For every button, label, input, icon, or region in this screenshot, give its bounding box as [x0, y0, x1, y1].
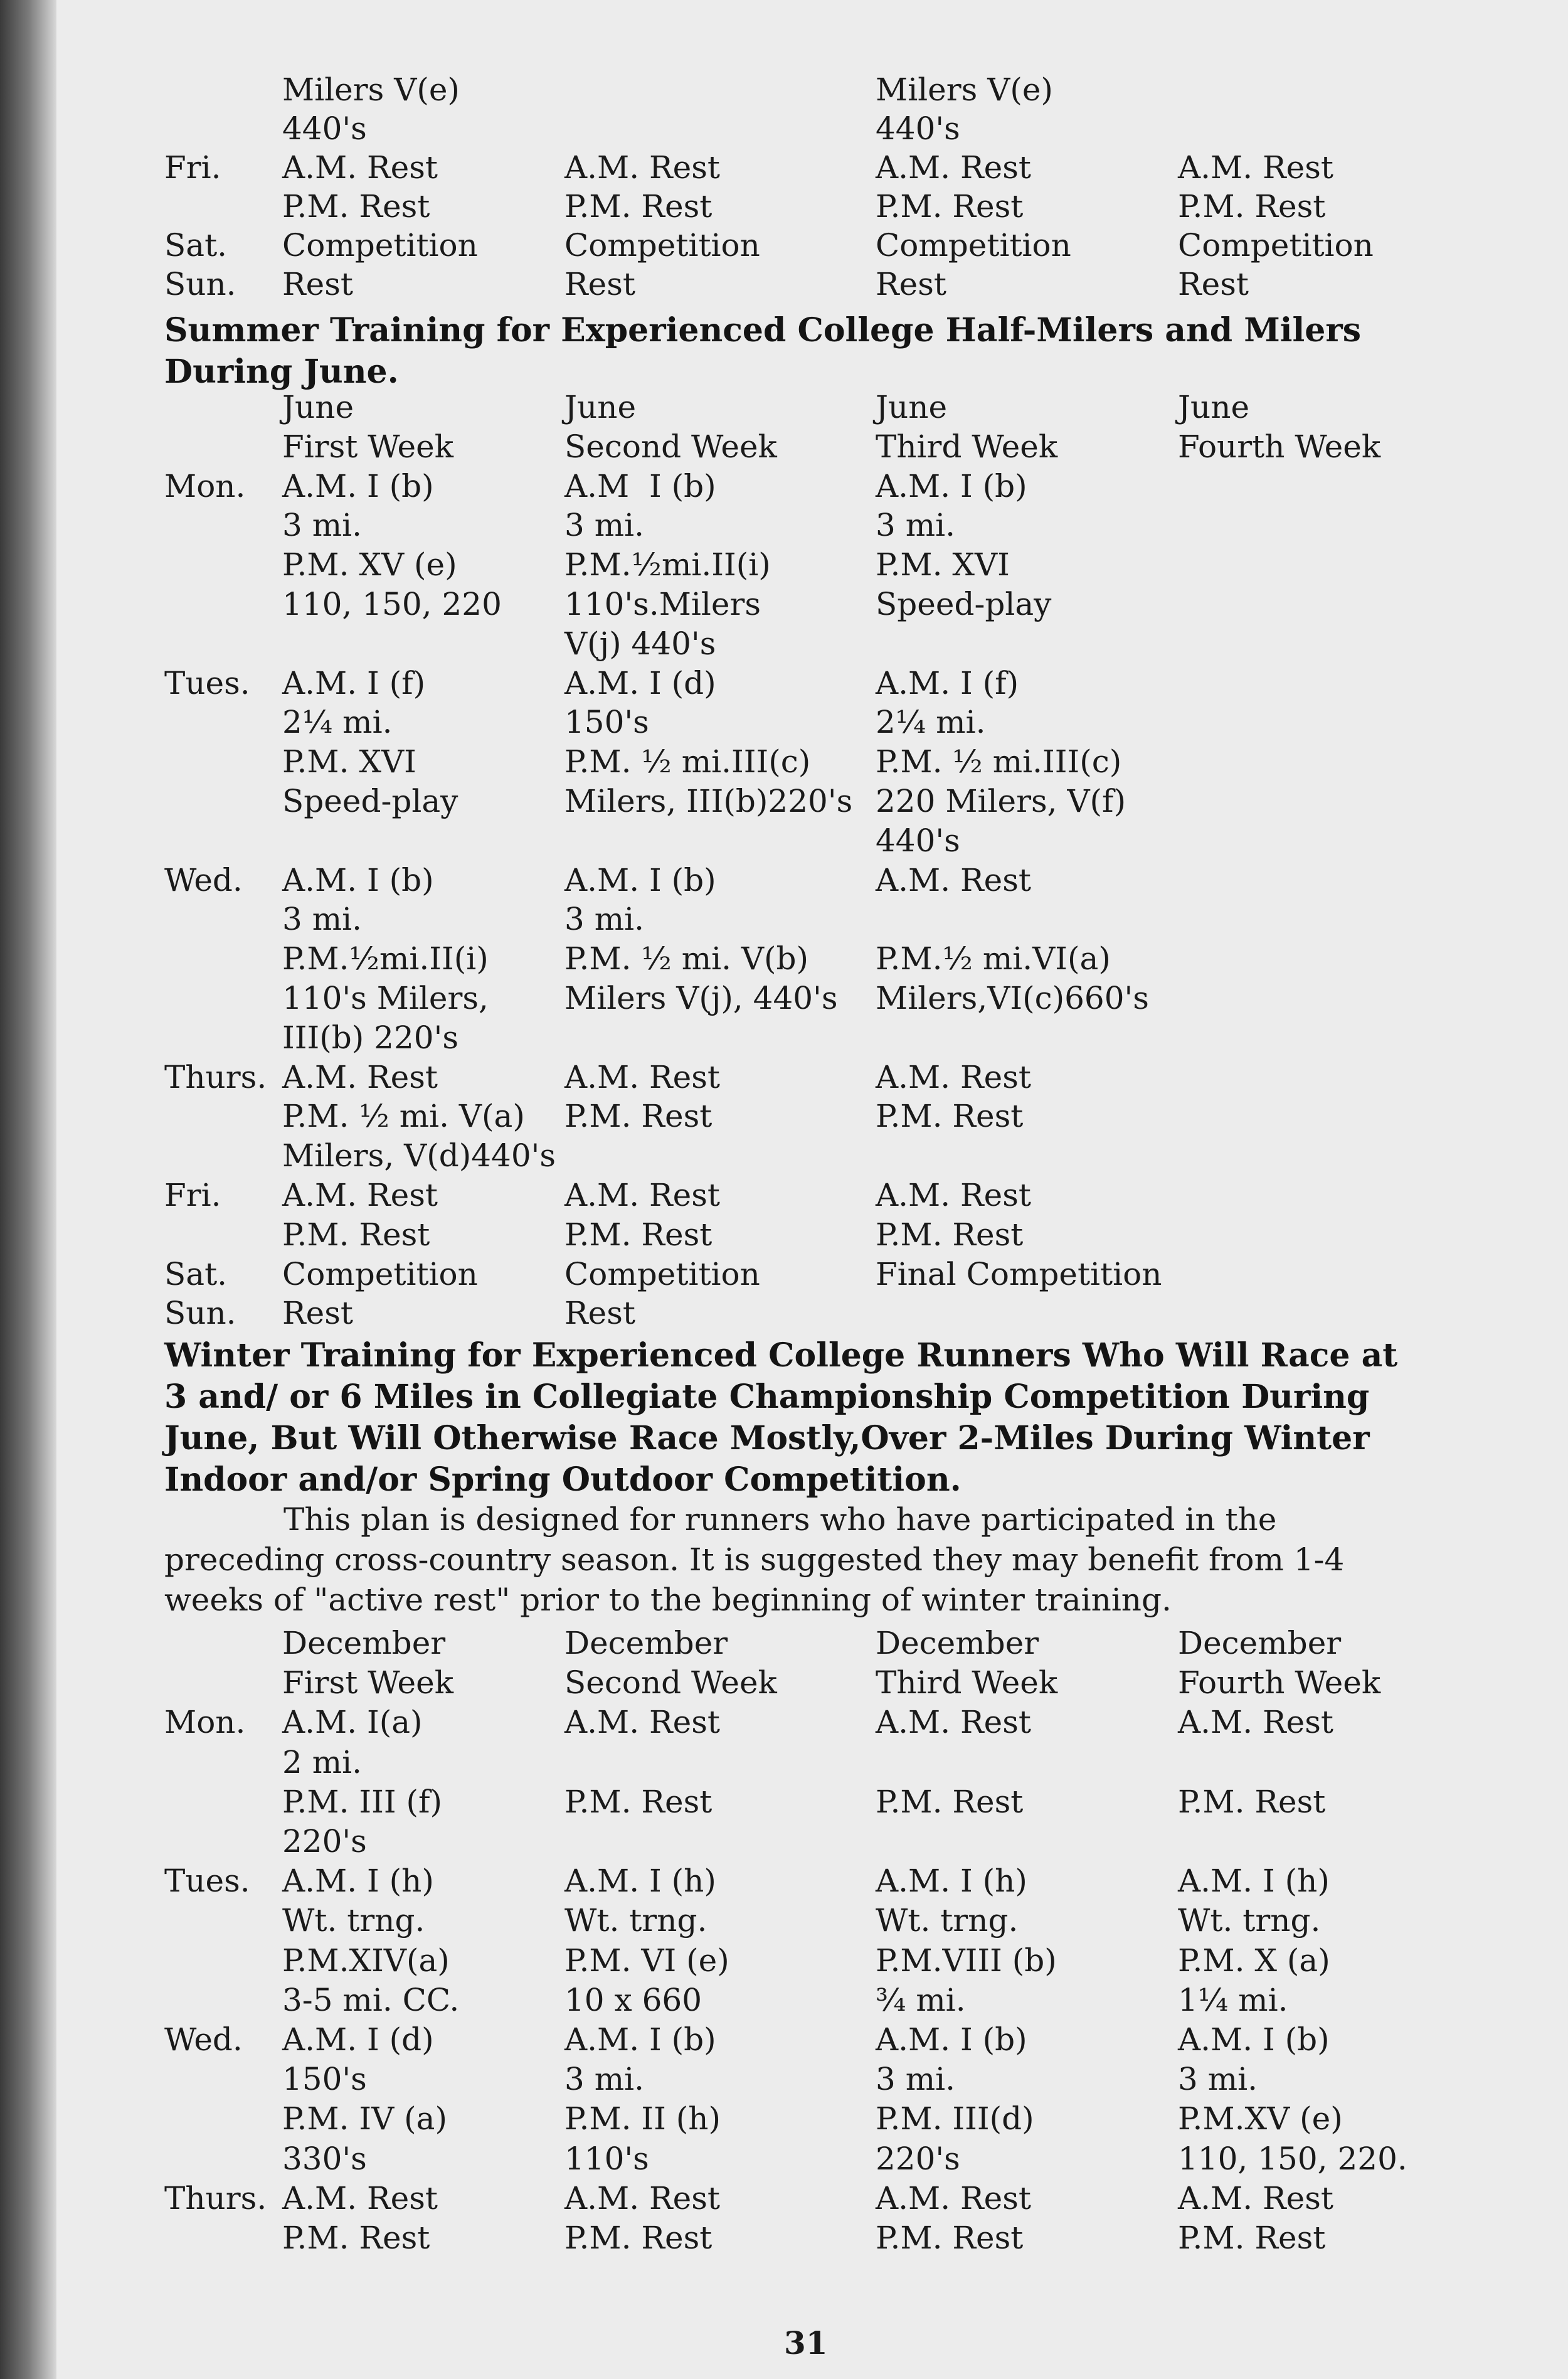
week-1-cell: A.M. I (d)	[282, 2021, 434, 2058]
week-4-cell: 1¼ mi.	[1178, 1981, 1288, 2018]
schedule-row	[0, 979, 1568, 1018]
schedule-row	[0, 703, 1568, 742]
week-3-cell: Final Competition	[876, 1255, 1162, 1292]
week-2-cell: Wt. trng.	[564, 1902, 707, 1939]
week-3-cell: A.M. Rest	[876, 1704, 1031, 1741]
week-1-cell: December	[282, 1625, 446, 1661]
week-1-cell: 110's Milers,	[282, 980, 489, 1016]
schedule-row	[0, 1294, 1568, 1333]
week-3-cell: A.M. I (h)	[876, 1863, 1027, 1900]
week-4-cell: December	[1178, 1625, 1342, 1661]
week-2-cell: P.M. VI (e)	[564, 1942, 729, 1979]
schedule-row	[0, 900, 1568, 939]
week-1-cell: Speed-play	[282, 783, 458, 819]
week-1-cell: 440's	[282, 110, 367, 147]
week-3-cell: A.M. Rest	[876, 149, 1031, 186]
schedule-row	[0, 1058, 1568, 1097]
week-1-cell: P.M. III (f)	[282, 1783, 443, 1820]
winter-intro-paragraph: This plan is designed for runners who have participated in the preceding cross-country season. It is suggested they may benefit from 1-4 weeks of "active rest" prior to the beginning of winter training.	[164, 1501, 1345, 1618]
schedule-row	[0, 1861, 1568, 1900]
winter-section-heading: Winter Training for Experienced College Runners Who Will Race at 3 and/ or 6 Miles in Collegiate Championship Competition During June, But Will Otherwise Race Mostly,Over 2-Miles During Winter Indoor and/or Spring Outdoor Competition.	[164, 1336, 1398, 1499]
week-3-cell: A.M. Rest	[876, 861, 1031, 898]
week-1-cell: A.M. Rest	[282, 149, 438, 186]
schedule-row	[0, 861, 1568, 900]
week-3-cell: A.M. I (f)	[876, 664, 1019, 701]
schedule-row	[0, 1097, 1568, 1136]
week-3-cell: 2¼ mi.	[876, 704, 986, 741]
schedule-row	[0, 265, 1568, 304]
week-1-cell: A.M. I (h)	[282, 1863, 434, 1900]
week-4-cell: Competition	[1178, 227, 1374, 263]
week-1-cell: 150's	[282, 2061, 367, 2098]
week-1-cell: P.M. XV (e)	[282, 546, 457, 583]
week-1-cell: June	[282, 389, 354, 425]
week-1-cell: 330's	[282, 2140, 367, 2177]
week-1-cell: First Week	[282, 1664, 454, 1701]
page-number: 31	[784, 2324, 828, 2361]
week-2-cell: A.M. I (h)	[564, 1863, 716, 1900]
week-3-cell: P.M. Rest	[876, 2220, 1024, 2256]
week-2-cell: 3 mi.	[564, 2061, 645, 2098]
week-2-cell: December	[564, 1625, 728, 1661]
week-1-cell: Milers, V(d)440's	[282, 1137, 556, 1174]
schedule-row	[0, 70, 1568, 109]
schedule-row	[0, 1782, 1568, 1821]
schedule-row	[0, 1255, 1568, 1294]
week-1-cell: III(b) 220's	[282, 1019, 459, 1056]
week-3-cell: P.M.VIII (b)	[876, 1942, 1057, 1979]
week-1-cell: A.M. Rest	[282, 1177, 438, 1213]
schedule-row	[0, 2099, 1568, 2138]
week-3-cell: A.M. Rest	[876, 1177, 1031, 1213]
schedule-row	[0, 1743, 1568, 1782]
schedule-row	[0, 1018, 1568, 1057]
week-1-cell: Rest	[282, 266, 353, 302]
week-1-cell: A.M. I(a)	[282, 1704, 423, 1741]
week-3-cell: P.M. Rest	[876, 1783, 1024, 1820]
week-3-cell: 3 mi.	[876, 507, 956, 544]
week-2-cell: Rest	[564, 266, 635, 302]
schedule-row	[0, 427, 1568, 466]
week-4-cell: A.M. Rest	[1178, 1704, 1333, 1741]
schedule-row	[0, 187, 1568, 226]
week-1-cell: P.M.XIV(a)	[282, 1942, 450, 1979]
week-1-cell: 220's	[282, 1823, 367, 1860]
week-3-cell: Milers V(e)	[876, 72, 1053, 108]
week-1-cell: 3-5 mi. CC.	[282, 1981, 460, 2018]
week-3-cell: P.M. III(d)	[876, 2100, 1034, 2137]
day-label: Mon.	[164, 467, 246, 504]
schedule-row	[0, 1901, 1568, 1940]
schedule-row	[0, 388, 1568, 427]
week-1-cell: A.M. I (f)	[282, 664, 426, 701]
week-1-cell: 2¼ mi.	[282, 704, 393, 741]
day-label: Mon.	[164, 1704, 246, 1741]
week-1-cell: Wt. trng.	[282, 1902, 425, 1939]
week-2-cell: A.M I (b)	[564, 467, 716, 504]
week-1-cell: Rest	[282, 1295, 353, 1332]
schedule-row	[0, 148, 1568, 187]
week-3-cell: Third Week	[876, 1664, 1058, 1701]
schedule-row	[0, 2060, 1568, 2099]
week-4-cell: P.M. Rest	[1178, 2220, 1326, 2256]
week-3-cell: 3 mi.	[876, 2061, 956, 2098]
day-label: Sun.	[164, 1295, 236, 1332]
schedule-row	[0, 821, 1568, 860]
week-4-cell: 3 mi.	[1178, 2061, 1258, 2098]
week-4-cell: Fourth Week	[1178, 1664, 1381, 1701]
week-3-cell: 220's	[876, 2140, 960, 2177]
week-4-cell: P.M. Rest	[1178, 188, 1326, 225]
week-3-cell: P.M.½ mi.VI(a)	[876, 940, 1111, 977]
schedule-row	[0, 1624, 1568, 1663]
week-3-cell: A.M. I (b)	[876, 467, 1027, 504]
week-1-cell: P.M. XVI	[282, 743, 416, 780]
week-3-cell: P.M. XVI	[876, 546, 1010, 583]
week-3-cell: December	[876, 1625, 1039, 1661]
week-3-cell: Rest	[876, 266, 946, 302]
week-4-cell: A.M. I (b)	[1178, 2021, 1330, 2058]
week-2-cell: 3 mi.	[564, 901, 645, 938]
week-4-cell: P.M. X (a)	[1178, 1942, 1330, 1979]
schedule-row	[0, 2179, 1568, 2218]
schedule-row	[0, 939, 1568, 978]
week-2-cell: A.M. Rest	[564, 1058, 720, 1095]
week-2-cell: 10 x 660	[564, 1981, 702, 2018]
schedule-row	[0, 1981, 1568, 2020]
week-1-cell: Milers V(e)	[282, 72, 460, 108]
week-1-cell: A.M. Rest	[282, 1058, 438, 1095]
week-2-cell: A.M. Rest	[564, 2179, 720, 2217]
week-4-cell: Fourth Week	[1178, 428, 1381, 465]
day-label: Tues.	[164, 664, 250, 701]
week-2-cell: P.M. Rest	[564, 2220, 712, 2256]
day-label: Wed.	[164, 861, 243, 898]
week-2-cell: A.M. I (d)	[564, 664, 716, 701]
week-2-cell: 110's	[564, 2140, 649, 2177]
week-2-cell: 3 mi.	[564, 507, 645, 544]
week-3-cell: P.M. Rest	[876, 188, 1024, 225]
schedule-row	[0, 1822, 1568, 1861]
schedule-row	[0, 1176, 1568, 1215]
week-1-cell: P.M.½mi.II(i)	[282, 940, 489, 977]
week-4-cell: A.M. Rest	[1178, 149, 1333, 186]
schedule-row	[0, 2139, 1568, 2178]
week-4-cell: Rest	[1178, 266, 1249, 302]
schedule-row	[0, 664, 1568, 703]
day-label: Wed.	[164, 2021, 243, 2058]
week-3-cell: Milers,VI(c)660's	[876, 980, 1149, 1016]
week-2-cell: A.M. Rest	[564, 1177, 720, 1213]
week-2-cell: P.M. Rest	[564, 188, 712, 225]
week-2-cell: June	[564, 389, 637, 425]
week-2-cell: 110's.Milers	[564, 586, 761, 622]
day-label: Sun.	[164, 266, 236, 302]
week-1-cell: P.M. Rest	[282, 1216, 430, 1253]
week-3-cell: 440's	[876, 110, 960, 147]
week-1-cell: A.M. I (b)	[282, 467, 434, 504]
week-1-cell: P.M. ½ mi. V(a)	[282, 1098, 525, 1135]
schedule-row	[0, 1703, 1568, 1742]
day-label: Sat.	[164, 1255, 228, 1292]
week-3-cell: Third Week	[876, 428, 1058, 465]
week-2-cell: P.M. ½ mi.III(c)	[564, 743, 811, 780]
day-label: Thurs.	[164, 1058, 267, 1095]
week-4-cell: A.M. I (h)	[1178, 1863, 1330, 1900]
schedule-row	[0, 1941, 1568, 1980]
week-4-cell: P.M.XV (e)	[1178, 2100, 1343, 2137]
day-label: Thurs.	[164, 2179, 267, 2217]
week-2-cell: P.M. Rest	[564, 1783, 712, 1820]
week-1-cell: P.M. Rest	[282, 188, 430, 225]
schedule-row	[0, 2218, 1568, 2257]
week-2-cell: A.M. Rest	[564, 1704, 720, 1741]
week-3-cell: ¾ mi.	[876, 1981, 966, 2018]
week-3-cell: A.M. I (b)	[876, 2021, 1027, 2058]
week-4-cell: June	[1178, 389, 1250, 425]
schedule-row	[0, 2020, 1568, 2059]
week-3-cell: P.M. ½ mi.III(c)	[876, 743, 1122, 780]
week-1-cell: P.M. Rest	[282, 2220, 430, 2256]
week-2-cell: Competition	[564, 1255, 760, 1292]
june-section-heading: Summer Training for Experienced College Half-Milers and Milers During June.	[164, 311, 1362, 391]
week-1-cell: 110, 150, 220	[282, 586, 502, 622]
week-2-cell: Second Week	[564, 1664, 777, 1701]
week-3-cell: P.M. Rest	[876, 1216, 1024, 1253]
week-3-cell: June	[876, 389, 948, 425]
week-2-cell: Second Week	[564, 428, 777, 465]
schedule-row	[0, 109, 1568, 148]
day-label: Fri.	[164, 149, 221, 186]
schedule-row	[0, 1136, 1568, 1175]
week-1-cell: Competition	[282, 1255, 478, 1292]
week-3-cell: P.M. Rest	[876, 1098, 1024, 1135]
week-2-cell: Rest	[564, 1295, 635, 1332]
week-4-cell: P.M. Rest	[1178, 1783, 1326, 1820]
schedule-row	[0, 1663, 1568, 1702]
week-1-cell: A.M. I (b)	[282, 861, 434, 898]
week-1-cell: First Week	[282, 428, 454, 465]
week-2-cell: A.M. I (b)	[564, 2021, 716, 2058]
week-1-cell: A.M. Rest	[282, 2179, 438, 2217]
week-2-cell: P.M.½mi.II(i)	[564, 546, 771, 583]
schedule-row	[0, 545, 1568, 584]
day-label: Fri.	[164, 1177, 221, 1213]
week-1-cell: 3 mi.	[282, 901, 363, 938]
week-2-cell: P.M. Rest	[564, 1098, 712, 1135]
schedule-row	[0, 467, 1568, 506]
week-4-cell: A.M. Rest	[1178, 2179, 1333, 2217]
schedule-row	[0, 742, 1568, 781]
schedule-row	[0, 782, 1568, 821]
schedule-row	[0, 226, 1568, 265]
week-3-cell: 220 Milers, V(f)	[876, 783, 1126, 819]
week-2-cell: A.M. Rest	[564, 149, 720, 186]
week-1-cell: 3 mi.	[282, 507, 363, 544]
schedule-row	[0, 1215, 1568, 1254]
week-2-cell: A.M. I (b)	[564, 861, 716, 898]
week-3-cell: Competition	[876, 227, 1071, 263]
week-2-cell: P.M. II (h)	[564, 2100, 721, 2137]
week-4-cell: 110, 150, 220.	[1178, 2140, 1407, 2177]
schedule-row	[0, 585, 1568, 624]
schedule-row	[0, 624, 1568, 663]
week-4-cell: Wt. trng.	[1178, 1902, 1321, 1939]
week-3-cell: A.M. Rest	[876, 2179, 1031, 2217]
week-2-cell: Competition	[564, 227, 760, 263]
week-2-cell: Milers V(j), 440's	[564, 980, 838, 1016]
week-2-cell: P.M. ½ mi. V(b)	[564, 940, 809, 977]
week-2-cell: Milers, III(b)220's	[564, 783, 853, 819]
day-label: Sat.	[164, 227, 228, 263]
week-2-cell: 150's	[564, 704, 649, 741]
week-3-cell: A.M. Rest	[876, 1058, 1031, 1095]
week-3-cell: Wt. trng.	[876, 1902, 1019, 1939]
day-label: Tues.	[164, 1863, 250, 1900]
week-1-cell: Competition	[282, 227, 478, 263]
week-3-cell: 440's	[876, 822, 960, 859]
week-2-cell: V(j) 440's	[564, 625, 716, 662]
week-1-cell: 2 mi.	[282, 1743, 363, 1780]
schedule-row	[0, 506, 1568, 545]
week-3-cell: Speed-play	[876, 586, 1052, 622]
week-2-cell: P.M. Rest	[564, 1216, 712, 1253]
week-1-cell: P.M. IV (a)	[282, 2100, 447, 2137]
